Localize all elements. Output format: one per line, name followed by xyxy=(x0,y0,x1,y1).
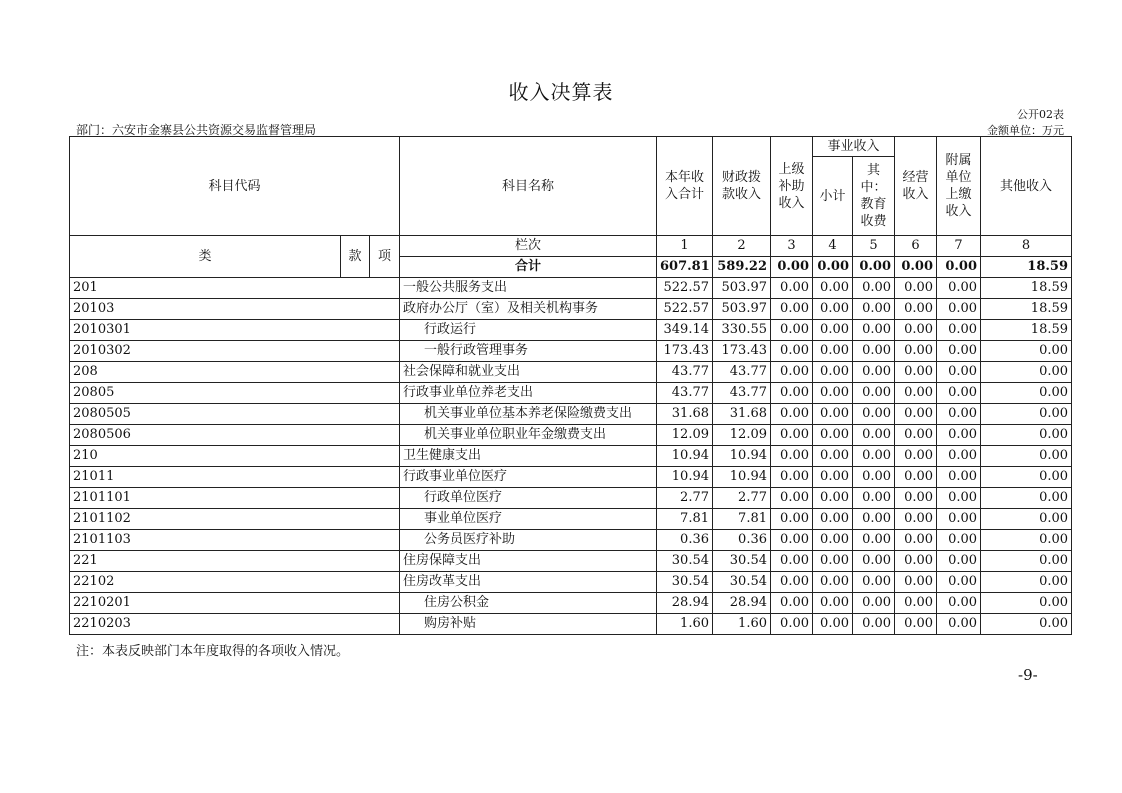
table-row xyxy=(70,299,1072,320)
row-value: 30.54 xyxy=(713,551,771,572)
col-num: 5 xyxy=(853,236,895,257)
row-code: 20103 xyxy=(70,299,400,320)
row-value: 0.00 xyxy=(813,362,853,383)
table-row xyxy=(70,383,1072,404)
row-value: 0.00 xyxy=(895,383,937,404)
row-value: 0.00 xyxy=(937,446,981,467)
row-value: 0.00 xyxy=(853,278,895,299)
row-value: 10.94 xyxy=(713,446,771,467)
row-value: 0.00 xyxy=(981,614,1072,635)
row-value: 522.57 xyxy=(657,299,713,320)
table-row xyxy=(70,572,1072,593)
row-code: 2101102 xyxy=(70,509,400,530)
row-value: 0.00 xyxy=(937,572,981,593)
row-value: 0.00 xyxy=(937,362,981,383)
header-xiang: 项 xyxy=(370,236,400,278)
row-value: 0.00 xyxy=(895,509,937,530)
row-value: 12.09 xyxy=(657,425,713,446)
row-value: 0.00 xyxy=(813,383,853,404)
total-value: 589.22 xyxy=(713,257,771,278)
row-value: 0.00 xyxy=(895,299,937,320)
header-education: 其中：教育收费 xyxy=(853,157,895,236)
row-value: 0.00 xyxy=(937,320,981,341)
header-business: 事业收入 xyxy=(813,137,895,157)
row-value: 0.00 xyxy=(771,530,813,551)
row-value: 43.77 xyxy=(713,383,771,404)
table-row xyxy=(70,530,1072,551)
row-value: 0.00 xyxy=(771,278,813,299)
table-row xyxy=(70,509,1072,530)
row-name: 行政运行 xyxy=(400,320,657,341)
table-row xyxy=(70,362,1072,383)
header-name: 科目名称 xyxy=(400,137,657,236)
row-code: 20805 xyxy=(70,383,400,404)
row-value: 2.77 xyxy=(657,488,713,509)
table-row xyxy=(70,341,1072,362)
table-row xyxy=(70,446,1072,467)
row-name: 事业单位医疗 xyxy=(400,509,657,530)
row-value: 0.00 xyxy=(813,299,853,320)
row-value: 30.54 xyxy=(713,572,771,593)
row-value: 28.94 xyxy=(657,593,713,614)
row-value: 0.36 xyxy=(657,530,713,551)
row-name: 购房补贴 xyxy=(400,614,657,635)
row-value: 0.00 xyxy=(981,425,1072,446)
table-note: 注：本表反映部门本年度取得的各项收入情况。 xyxy=(76,644,350,659)
table-row xyxy=(70,593,1072,614)
row-code: 208 xyxy=(70,362,400,383)
row-value: 18.59 xyxy=(981,299,1072,320)
row-value: 0.00 xyxy=(937,488,981,509)
row-value: 18.59 xyxy=(981,278,1072,299)
row-value: 0.00 xyxy=(937,614,981,635)
row-value: 0.00 xyxy=(895,488,937,509)
header-lanci: 栏次 xyxy=(400,236,657,257)
row-value: 0.00 xyxy=(813,425,853,446)
row-value: 0.00 xyxy=(771,488,813,509)
total-value: 0.00 xyxy=(771,257,813,278)
row-value: 0.00 xyxy=(895,404,937,425)
row-value: 0.00 xyxy=(981,551,1072,572)
row-value: 0.00 xyxy=(937,467,981,488)
row-value: 0.00 xyxy=(813,446,853,467)
row-code: 2101101 xyxy=(70,488,400,509)
table-row xyxy=(70,278,1072,299)
row-value: 0.00 xyxy=(895,614,937,635)
table-row xyxy=(70,488,1072,509)
row-value: 0.00 xyxy=(853,362,895,383)
row-name: 住房公积金 xyxy=(400,593,657,614)
col-num: 4 xyxy=(813,236,853,257)
row-value: 0.00 xyxy=(771,362,813,383)
row-value: 0.00 xyxy=(937,341,981,362)
row-value: 0.00 xyxy=(937,383,981,404)
form-number: 公开02表 xyxy=(1017,108,1064,121)
row-value: 0.00 xyxy=(853,593,895,614)
row-value: 43.77 xyxy=(713,362,771,383)
row-value: 0.00 xyxy=(813,404,853,425)
row-value: 0.00 xyxy=(771,446,813,467)
row-value: 0.00 xyxy=(895,425,937,446)
row-value: 0.00 xyxy=(895,446,937,467)
row-value: 0.00 xyxy=(937,509,981,530)
row-name: 政府办公厅（室）及相关机构事务 xyxy=(400,299,657,320)
row-code: 201 xyxy=(70,278,400,299)
income-table xyxy=(69,136,1072,635)
row-value: 0.00 xyxy=(771,551,813,572)
row-code: 2101103 xyxy=(70,530,400,551)
row-code: 2080505 xyxy=(70,404,400,425)
total-value: 0.00 xyxy=(895,257,937,278)
row-value: 0.00 xyxy=(853,509,895,530)
row-value: 0.00 xyxy=(853,320,895,341)
row-value: 0.00 xyxy=(853,467,895,488)
row-value: 0.00 xyxy=(895,467,937,488)
row-value: 0.00 xyxy=(937,530,981,551)
table-row xyxy=(70,467,1072,488)
row-value: 0.00 xyxy=(895,530,937,551)
row-value: 0.00 xyxy=(981,509,1072,530)
col-num: 3 xyxy=(771,236,813,257)
col-num: 6 xyxy=(895,236,937,257)
row-value: 0.00 xyxy=(895,551,937,572)
row-name: 一般行政管理事务 xyxy=(400,341,657,362)
row-value: 10.94 xyxy=(657,446,713,467)
total-value: 0.00 xyxy=(813,257,853,278)
row-name: 住房保障支出 xyxy=(400,551,657,572)
row-code: 2210201 xyxy=(70,593,400,614)
header-subtotal: 小计 xyxy=(813,157,853,236)
row-value: 43.77 xyxy=(657,383,713,404)
header-affiliated: 附属单位上缴收入 xyxy=(937,137,981,236)
col-num: 8 xyxy=(981,236,1072,257)
row-value: 0.00 xyxy=(853,404,895,425)
row-value: 503.97 xyxy=(713,278,771,299)
row-value: 0.00 xyxy=(981,488,1072,509)
row-value: 0.00 xyxy=(853,551,895,572)
row-value: 28.94 xyxy=(713,593,771,614)
row-value: 0.00 xyxy=(853,530,895,551)
row-value: 0.00 xyxy=(937,593,981,614)
row-value: 1.60 xyxy=(657,614,713,635)
row-value: 0.00 xyxy=(981,341,1072,362)
row-value: 43.77 xyxy=(657,362,713,383)
header-operating: 经营收入 xyxy=(895,137,937,236)
row-value: 31.68 xyxy=(657,404,713,425)
row-value: 0.00 xyxy=(813,551,853,572)
row-value: 0.00 xyxy=(771,299,813,320)
row-name: 住房改革支出 xyxy=(400,572,657,593)
row-value: 0.00 xyxy=(895,278,937,299)
department-label: 部门：六安市金寨县公共资源交易监督管理局 xyxy=(76,123,317,137)
row-value: 0.00 xyxy=(813,488,853,509)
row-value: 0.00 xyxy=(853,488,895,509)
row-value: 0.00 xyxy=(895,362,937,383)
row-value: 0.00 xyxy=(853,299,895,320)
row-value: 0.00 xyxy=(813,341,853,362)
row-value: 0.00 xyxy=(853,383,895,404)
table-row xyxy=(70,614,1072,635)
row-value: 1.60 xyxy=(713,614,771,635)
col-num: 1 xyxy=(657,236,713,257)
row-value: 0.00 xyxy=(853,572,895,593)
row-value: 0.00 xyxy=(937,425,981,446)
header-lei: 类 xyxy=(70,236,341,278)
page-number: -9- xyxy=(1018,666,1038,684)
row-value: 18.59 xyxy=(981,320,1072,341)
row-value: 0.00 xyxy=(853,614,895,635)
row-name: 行政事业单位医疗 xyxy=(400,467,657,488)
row-value: 0.00 xyxy=(771,572,813,593)
row-value: 0.00 xyxy=(771,467,813,488)
header-fiscal: 财政拨款收入 xyxy=(713,137,771,236)
row-value: 0.00 xyxy=(813,509,853,530)
row-value: 0.00 xyxy=(981,572,1072,593)
row-value: 0.00 xyxy=(937,404,981,425)
row-value: 0.00 xyxy=(981,404,1072,425)
row-value: 173.43 xyxy=(657,341,713,362)
row-value: 0.00 xyxy=(771,404,813,425)
row-value: 173.43 xyxy=(713,341,771,362)
row-value: 522.57 xyxy=(657,278,713,299)
row-value: 0.00 xyxy=(895,320,937,341)
row-value: 0.00 xyxy=(813,320,853,341)
row-value: 503.97 xyxy=(713,299,771,320)
header-code: 科目代码 xyxy=(70,137,400,236)
table-row xyxy=(70,425,1072,446)
row-name: 机关事业单位职业年金缴费支出 xyxy=(400,425,657,446)
total-value: 0.00 xyxy=(937,257,981,278)
row-value: 10.94 xyxy=(713,467,771,488)
row-value: 0.00 xyxy=(813,467,853,488)
row-value: 349.14 xyxy=(657,320,713,341)
page-title: 收入决算表 xyxy=(508,80,614,104)
row-code: 21011 xyxy=(70,467,400,488)
row-name: 一般公共服务支出 xyxy=(400,278,657,299)
row-name: 行政单位医疗 xyxy=(400,488,657,509)
row-value: 0.00 xyxy=(813,572,853,593)
row-value: 30.54 xyxy=(657,551,713,572)
row-code: 2080506 xyxy=(70,425,400,446)
row-code: 210 xyxy=(70,446,400,467)
row-value: 0.00 xyxy=(771,614,813,635)
row-code: 221 xyxy=(70,551,400,572)
row-name: 卫生健康支出 xyxy=(400,446,657,467)
total-value: 607.81 xyxy=(657,257,713,278)
row-value: 0.00 xyxy=(981,362,1072,383)
row-value: 0.00 xyxy=(981,530,1072,551)
unit-label: 金额单位：万元 xyxy=(987,124,1064,137)
row-value: 7.81 xyxy=(713,509,771,530)
row-value: 0.00 xyxy=(771,509,813,530)
row-value: 0.00 xyxy=(981,593,1072,614)
table-row xyxy=(70,551,1072,572)
row-value: 0.00 xyxy=(771,341,813,362)
row-value: 0.00 xyxy=(771,593,813,614)
table-row xyxy=(70,320,1072,341)
row-value: 0.00 xyxy=(813,614,853,635)
row-value: 0.00 xyxy=(895,341,937,362)
row-value: 0.00 xyxy=(937,278,981,299)
row-code: 2010301 xyxy=(70,320,400,341)
row-value: 0.00 xyxy=(771,383,813,404)
header-total: 本年收入合计 xyxy=(657,137,713,236)
row-value: 30.54 xyxy=(657,572,713,593)
row-value: 0.00 xyxy=(981,383,1072,404)
row-value: 0.00 xyxy=(895,593,937,614)
row-value: 0.36 xyxy=(713,530,771,551)
row-value: 31.68 xyxy=(713,404,771,425)
row-value: 0.00 xyxy=(813,530,853,551)
header-other: 其他收入 xyxy=(981,137,1072,236)
row-value: 0.00 xyxy=(895,572,937,593)
row-value: 0.00 xyxy=(937,299,981,320)
row-value: 0.00 xyxy=(771,320,813,341)
total-value: 0.00 xyxy=(853,257,895,278)
row-code: 2210203 xyxy=(70,614,400,635)
row-value: 330.55 xyxy=(713,320,771,341)
row-value: 0.00 xyxy=(813,593,853,614)
row-name: 行政事业单位养老支出 xyxy=(400,383,657,404)
total-label: 合计 xyxy=(400,257,657,278)
col-num: 7 xyxy=(937,236,981,257)
row-code: 22102 xyxy=(70,572,400,593)
row-name: 公务员医疗补助 xyxy=(400,530,657,551)
row-value: 12.09 xyxy=(713,425,771,446)
row-value: 0.00 xyxy=(853,341,895,362)
row-value: 0.00 xyxy=(937,551,981,572)
row-value: 0.00 xyxy=(853,425,895,446)
row-code: 2010302 xyxy=(70,341,400,362)
row-value: 10.94 xyxy=(657,467,713,488)
row-name: 社会保障和就业支出 xyxy=(400,362,657,383)
header-superior: 上级补助收入 xyxy=(771,137,813,236)
table-row xyxy=(70,404,1072,425)
total-value: 18.59 xyxy=(981,257,1072,278)
row-value: 2.77 xyxy=(713,488,771,509)
row-value: 7.81 xyxy=(657,509,713,530)
row-value: 0.00 xyxy=(981,446,1072,467)
row-name: 机关事业单位基本养老保险缴费支出 xyxy=(400,404,657,425)
row-value: 0.00 xyxy=(813,278,853,299)
header-kuan: 款 xyxy=(341,236,370,278)
row-value: 0.00 xyxy=(853,446,895,467)
row-value: 0.00 xyxy=(771,425,813,446)
row-value: 0.00 xyxy=(981,467,1072,488)
col-num: 2 xyxy=(713,236,771,257)
